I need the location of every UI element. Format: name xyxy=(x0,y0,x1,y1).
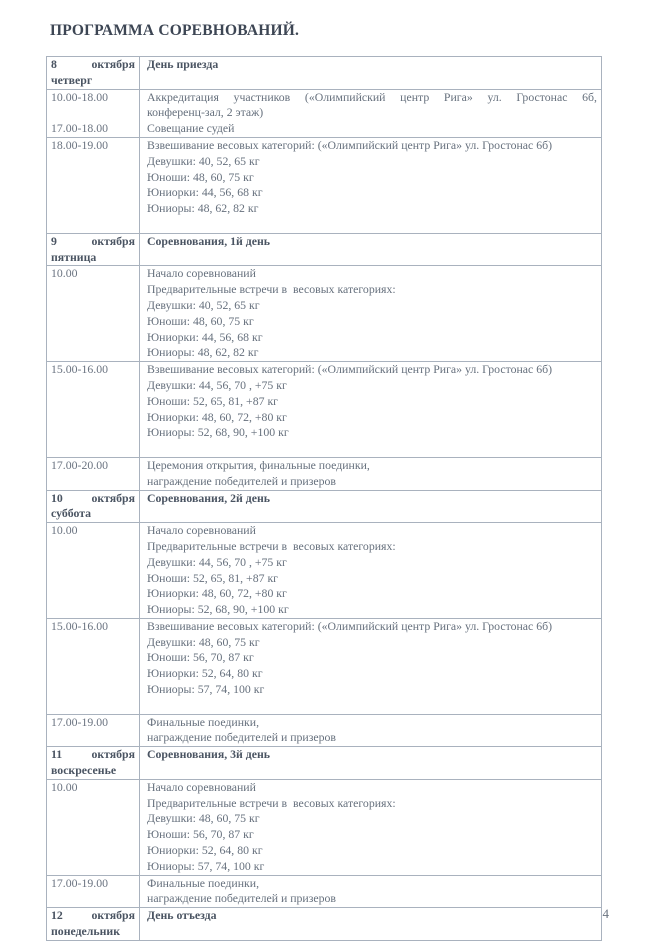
event-line: Юниорки: 44, 56, 68 кг xyxy=(147,329,263,344)
day-month: октября xyxy=(91,747,135,762)
day-month: октября xyxy=(91,57,135,71)
event-line: Начало соревнований xyxy=(147,266,256,281)
event-line: Юниоры: 48, 62, 82 кг xyxy=(147,345,259,360)
event-description-cell xyxy=(140,714,602,747)
event-line: Юниорки: 44, 56, 68 кг xyxy=(147,185,263,200)
event-row xyxy=(47,779,602,875)
day-date-line xyxy=(51,234,135,250)
event-row xyxy=(47,137,602,233)
event-time-cell xyxy=(47,457,140,490)
event-time-cell xyxy=(47,137,140,233)
event-time: 17.00-19.00 xyxy=(51,714,109,729)
event-row xyxy=(47,714,602,747)
day-date-cell xyxy=(47,747,140,780)
event-time: 10.00 xyxy=(51,523,78,538)
day-date-line xyxy=(51,57,135,73)
event-row xyxy=(47,89,602,137)
event-description-cell xyxy=(140,457,602,490)
event-line: конференц-зал, 2 этаж) xyxy=(147,105,264,120)
day-date-cell xyxy=(47,908,140,941)
event-description-cell xyxy=(140,523,602,619)
event-time: 10.00 xyxy=(51,779,78,794)
event-line: награждение победителей и призеров xyxy=(147,891,337,906)
day-header-row xyxy=(47,233,602,266)
event-line: Юноши: 56, 70, 87 кг xyxy=(147,827,254,842)
event-description-cell xyxy=(140,266,602,362)
event-row xyxy=(47,618,602,714)
day-title: Соревнования, 2й день xyxy=(140,490,602,523)
event-line: Финальные поединки, xyxy=(147,714,260,729)
event-line: Девушки: 40, 52, 65 кг xyxy=(147,297,260,312)
event-time: 17.00-18.00 xyxy=(51,121,109,136)
day-header-row xyxy=(47,747,602,780)
event-line: награждение победителей и призеров xyxy=(147,473,337,488)
day-title: День отъезда xyxy=(140,908,602,941)
event-time: 15.00-16.00 xyxy=(51,362,109,377)
day-weekday: суббота xyxy=(51,506,92,521)
event-line: Предварительные встречи в весовых категориях: xyxy=(147,538,396,553)
day-date-cell xyxy=(47,233,140,266)
event-time-cell xyxy=(47,362,140,458)
day-number: 11 xyxy=(51,747,63,762)
page-number: 4 xyxy=(602,906,609,921)
event-line xyxy=(147,698,597,714)
day-month: октября xyxy=(91,233,135,248)
event-line: Юниорки: 52, 64, 80 кг xyxy=(147,666,263,681)
event-row xyxy=(47,523,602,619)
event-time: 10.00-18.00 xyxy=(51,89,109,104)
event-line: Аккредитация участников («Олимпийский центр Рига» ул. Гростонас 6б, xyxy=(147,89,597,104)
event-line: Девушки: 48, 60, 75 кг xyxy=(147,634,260,649)
day-number: 8 xyxy=(51,57,57,71)
day-title: Соревнования, 3й день xyxy=(140,747,602,780)
event-row xyxy=(47,362,602,458)
event-line: награждение победителей и призеров xyxy=(147,730,337,745)
event-line: Девушки: 44, 56, 70 , +75 кг xyxy=(147,377,287,392)
event-line xyxy=(147,217,597,233)
event-line: Взвешивание весовых категорий: («Олимпийский центр Рига» ул. Гростонас 6б) xyxy=(147,618,553,633)
day-header-row xyxy=(47,908,602,941)
event-line: Юноши: 56, 70, 87 кг xyxy=(147,650,254,665)
event-line: Юниоры: 52, 68, 90, +100 кг xyxy=(147,602,289,617)
day-date-cell xyxy=(47,57,140,90)
event-row xyxy=(47,457,602,490)
event-description-cell xyxy=(140,779,602,875)
event-line: Предварительные встречи в весовых категориях: xyxy=(147,795,396,810)
event-line: Взвешивание весовых категорий: («Олимпийский центр Рига» ул. Гростонас 6б) xyxy=(147,362,553,377)
day-weekday: понедельник xyxy=(51,924,121,939)
event-time-cell xyxy=(47,266,140,362)
event-time-cell xyxy=(47,523,140,619)
event-time-cell xyxy=(47,714,140,747)
day-date-line xyxy=(51,747,135,763)
event-time: 10.00 xyxy=(51,266,78,281)
event-description-cell xyxy=(140,137,602,233)
event-time: 15.00-16.00 xyxy=(51,618,109,633)
page-title: ПРОГРАММА СОРЕВНОВАНИЙ. xyxy=(50,22,300,39)
day-number: 10 xyxy=(51,490,63,505)
day-month: октября xyxy=(91,490,135,505)
event-line: Взвешивание весовых категорий: («Олимпийский центр Рига» ул. Гростонас 6б) xyxy=(147,137,553,152)
event-line: Юниорки: 48, 60, 72, +80 кг xyxy=(147,409,287,424)
event-line: Юниоры: 52, 68, 90, +100 кг xyxy=(147,425,289,440)
day-title: Соревнования, 1й день xyxy=(140,233,602,266)
event-time-cell xyxy=(47,89,140,137)
event-line: Финальные поединки, xyxy=(147,875,260,890)
day-month: октября xyxy=(91,908,135,923)
event-line: Юниорки: 48, 60, 72, +80 кг xyxy=(147,586,287,601)
day-title: День приезда xyxy=(140,57,602,90)
event-line: Юниоры: 57, 74, 100 кг xyxy=(147,858,265,873)
event-line: Церемония открытия, финальные поединки, xyxy=(147,457,370,472)
event-line: Девушки: 44, 56, 70 , +75 кг xyxy=(147,554,287,569)
event-time-cell xyxy=(47,779,140,875)
event-time-cell xyxy=(47,875,140,908)
event-line: Девушки: 40, 52, 65 кг xyxy=(147,153,260,168)
event-row xyxy=(47,875,602,908)
program-table-body xyxy=(47,57,602,941)
event-description-cell xyxy=(140,618,602,714)
event-line: Юноши: 52, 65, 81, +87 кг xyxy=(147,393,279,408)
event-line: Совещание судей xyxy=(147,121,235,136)
event-line xyxy=(147,441,597,457)
event-time: 17.00-19.00 xyxy=(51,875,109,890)
day-date-cell xyxy=(47,490,140,523)
event-description-cell xyxy=(140,89,602,137)
day-weekday: четверг xyxy=(51,72,93,87)
event-line: Юноши: 48, 60, 75 кг xyxy=(147,313,254,328)
event-line: Девушки: 48, 60, 75 кг xyxy=(147,811,260,826)
day-number: 9 xyxy=(51,233,57,248)
day-header-row xyxy=(47,490,602,523)
day-weekday: воскресенье xyxy=(51,763,117,778)
event-line: Юниорки: 52, 64, 80 кг xyxy=(147,843,263,858)
event-description-cell xyxy=(140,362,602,458)
day-date-line xyxy=(51,491,135,507)
day-number: 12 xyxy=(51,908,63,923)
event-line: Юниоры: 57, 74, 100 кг xyxy=(147,682,265,697)
event-line: Предварительные встречи в весовых категориях: xyxy=(147,282,396,297)
event-line: Начало соревнований xyxy=(147,779,256,794)
event-row xyxy=(47,266,602,362)
day-date-line xyxy=(51,908,135,924)
day-header-row xyxy=(47,57,602,90)
event-description-cell xyxy=(140,875,602,908)
event-time: 18.00-19.00 xyxy=(51,137,109,152)
event-line: Юноши: 48, 60, 75 кг xyxy=(147,169,254,184)
event-time-cell xyxy=(47,618,140,714)
event-line: Юниоры: 48, 62, 82 кг xyxy=(147,201,259,216)
event-line: Юноши: 52, 65, 81, +87 кг xyxy=(147,570,279,585)
event-line: Начало соревнований xyxy=(147,523,256,538)
event-time: 17.00-20.00 xyxy=(51,457,109,472)
event-time xyxy=(51,105,135,121)
program-table xyxy=(46,56,602,941)
day-weekday: пятница xyxy=(51,249,97,264)
